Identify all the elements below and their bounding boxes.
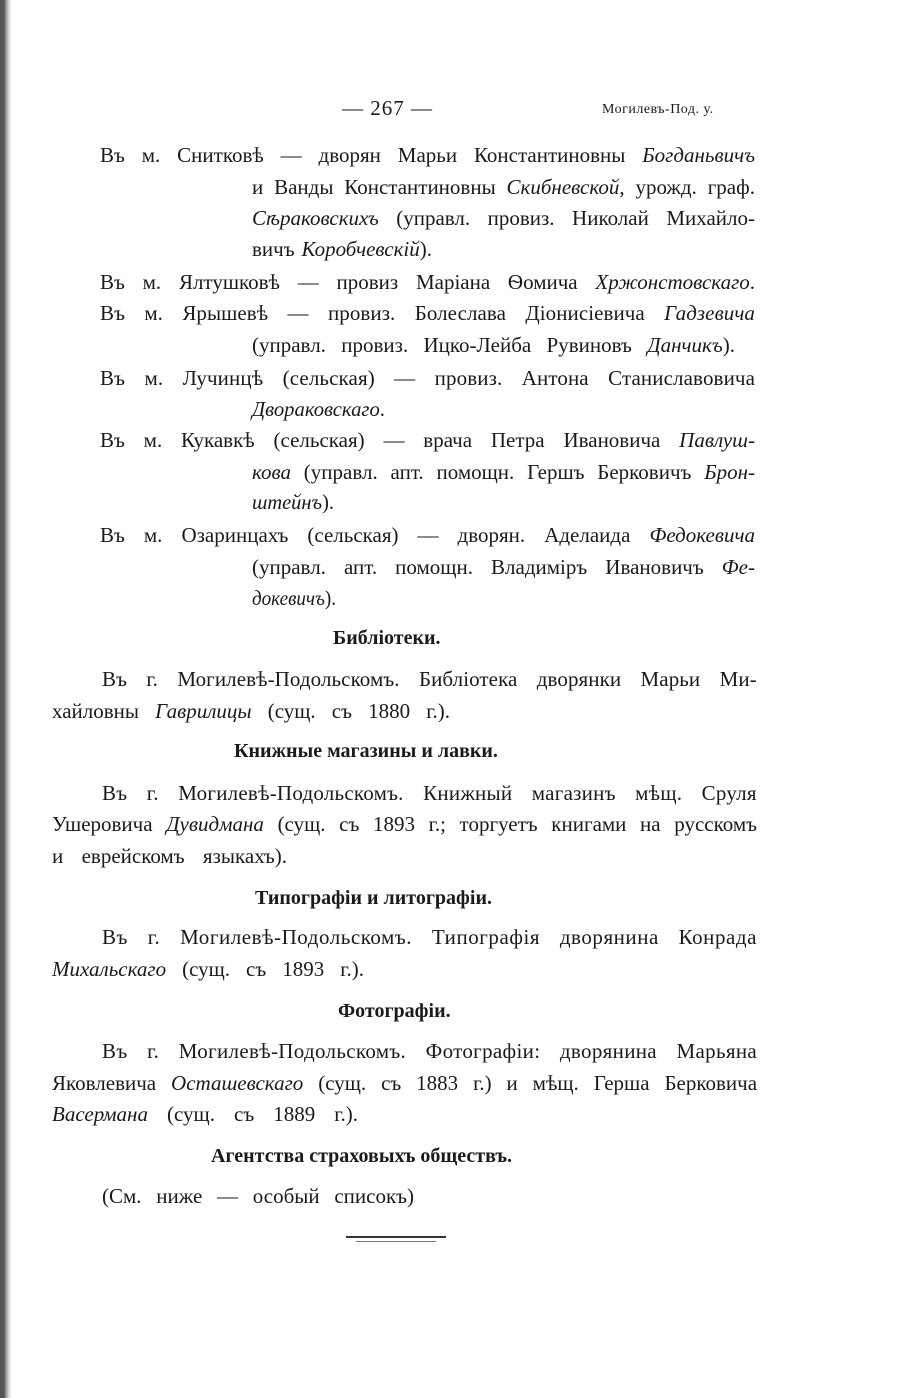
text-line <box>252 492 334 513</box>
section-heading: Агентства страховыхъ обществъ. <box>211 1145 513 1167</box>
text-segment: Ушеровича <box>52 812 167 836</box>
text-segment: ). <box>419 237 432 261</box>
text-segment: (управл. апт. помощн. Гершъ Берковичъ <box>291 460 705 484</box>
section-heading: Библіотеки. <box>333 627 441 649</box>
text-segment: (управл. провиз. Николай Михайло- <box>378 206 756 230</box>
italic-name: Скибневской <box>506 175 620 199</box>
text-line <box>102 669 757 690</box>
text-segment: (управл. апт. помощн. Владиміръ Ивановичъ <box>252 555 722 579</box>
running-head: Могилевъ-Под. у. <box>602 102 714 117</box>
text-segment: Яковлевича <box>52 1071 172 1095</box>
text-line <box>52 959 364 980</box>
page-number: — 267 — <box>342 96 433 120</box>
italic-name: Михальскаго <box>52 957 167 981</box>
italic-name: Брон- <box>704 460 755 484</box>
italic-name: Фе- <box>721 555 755 579</box>
text-line <box>100 430 755 451</box>
italic-name: Гадзевича <box>664 301 755 325</box>
section-heading: Фотографіи. <box>338 1000 451 1022</box>
text-segment: ). <box>322 490 334 514</box>
page-header <box>0 96 900 126</box>
text-line <box>52 814 757 835</box>
text-segment: Въ г. Могилевѣ-Подольскомъ. Типографія дворянина Конрада <box>102 925 757 949</box>
book-spine-shadow <box>0 0 12 1398</box>
text-segment: Въ г. Могилевѣ-Подольскомъ. Библіотека дворянки Марьи Ми- <box>102 667 757 691</box>
text-segment: . <box>379 397 385 421</box>
italic-name: Двораковскаго <box>252 397 380 421</box>
section-heading: Книжные магазины и лавки. <box>234 740 498 762</box>
end-rule-secondary <box>356 1241 436 1242</box>
text-line <box>252 462 755 483</box>
text-line <box>100 368 755 389</box>
text-segment: хайловны <box>52 699 156 723</box>
text-line <box>252 399 385 420</box>
text-segment: ). <box>722 333 735 357</box>
text-segment: Въ м. Озаринцахъ (сельская) — дворян. Аделаида <box>100 523 650 547</box>
text-segment: Въ м. Ярышевѣ — провиз. Болеслава Діонисіевича <box>100 301 665 325</box>
text-line <box>102 783 757 804</box>
italic-name: Федокевича <box>649 523 756 547</box>
text-segment: (сущ. съ 1880 г.). <box>251 699 450 723</box>
text-segment: (управл. провиз. Ицко-Лейба Рувиновъ <box>252 333 648 357</box>
italic-name: Павлуш- <box>679 428 755 452</box>
italic-name: Сѣраковскихъ <box>252 206 379 230</box>
text-line <box>102 1041 757 1062</box>
text-line <box>252 588 336 609</box>
text-segment: Въ г. Могилевѣ-Подольскомъ. Книжный магазинъ мѣщ. Сруля <box>102 781 757 805</box>
text-segment: (сущ. съ 1893 г.). <box>166 957 364 981</box>
italic-name: Данчикъ <box>647 333 723 357</box>
text-segment: (См. ниже — особый списокъ) <box>102 1184 414 1208</box>
italic-name: Васермана <box>52 1102 148 1126</box>
text-segment: и еврейскомъ языкахъ). <box>52 844 287 868</box>
text-line <box>52 701 450 722</box>
italic-name: штейнъ <box>252 490 323 514</box>
end-rule <box>346 1236 446 1238</box>
text-line <box>252 177 755 198</box>
text-line <box>100 303 755 324</box>
text-segment: Въ м. Ялтушковѣ — провиз Маріана Ѳомича <box>100 270 596 294</box>
text-line <box>100 272 755 293</box>
text-segment: (сущ. съ 1883 г.) и мѣщ. Герша Берковича <box>303 1071 758 1095</box>
text-line <box>100 145 755 166</box>
section-heading: Типографіи и литографіи. <box>255 887 492 909</box>
text-line <box>252 239 432 260</box>
text-segment: Въ м. Лучинцѣ (сельская) — провиз. Антона Станиславовича <box>100 366 756 390</box>
italic-name: Осташевскаго <box>171 1071 304 1095</box>
text-line <box>52 846 287 867</box>
text-line <box>52 1104 358 1125</box>
text-line <box>102 927 757 948</box>
text-line <box>252 208 755 229</box>
italic-name: Гаврилицы <box>155 699 252 723</box>
text-segment: и Ванды Константиновны <box>252 175 507 199</box>
text-line <box>252 335 735 356</box>
italic-name: докевичъ <box>252 586 325 610</box>
text-segment: Въ м. Снитковѣ — дворян Марьи Константиновны <box>100 143 643 167</box>
text-segment: (сущ. съ 1889 г.). <box>147 1102 359 1126</box>
text-segment: , урожд. граф. <box>619 175 755 199</box>
italic-name: Хржонстовскаго <box>595 270 750 294</box>
italic-name: Коробчевскій <box>301 237 420 261</box>
text-segment: Въ г. Могилевѣ-Подольскомъ. Фотографіи: дворянина Марьяна <box>102 1039 758 1063</box>
text-line <box>52 1073 757 1094</box>
text-segment: . <box>749 270 756 294</box>
italic-name: кова <box>252 460 291 484</box>
italic-name: Богданьвичъ <box>642 143 755 167</box>
text-segment: (сущ. съ 1893 г.; торгуетъ книгами на русскомъ <box>263 812 757 836</box>
text-line <box>252 557 755 578</box>
text-segment: ). <box>324 586 337 610</box>
text-line <box>102 1186 414 1207</box>
text-line <box>100 525 755 546</box>
italic-name: Дувидмана <box>166 812 264 836</box>
text-segment: Въ м. Кукавкѣ (сельская) — врача Петра Ивановича <box>100 428 680 452</box>
text-segment: вичъ <box>252 237 302 261</box>
